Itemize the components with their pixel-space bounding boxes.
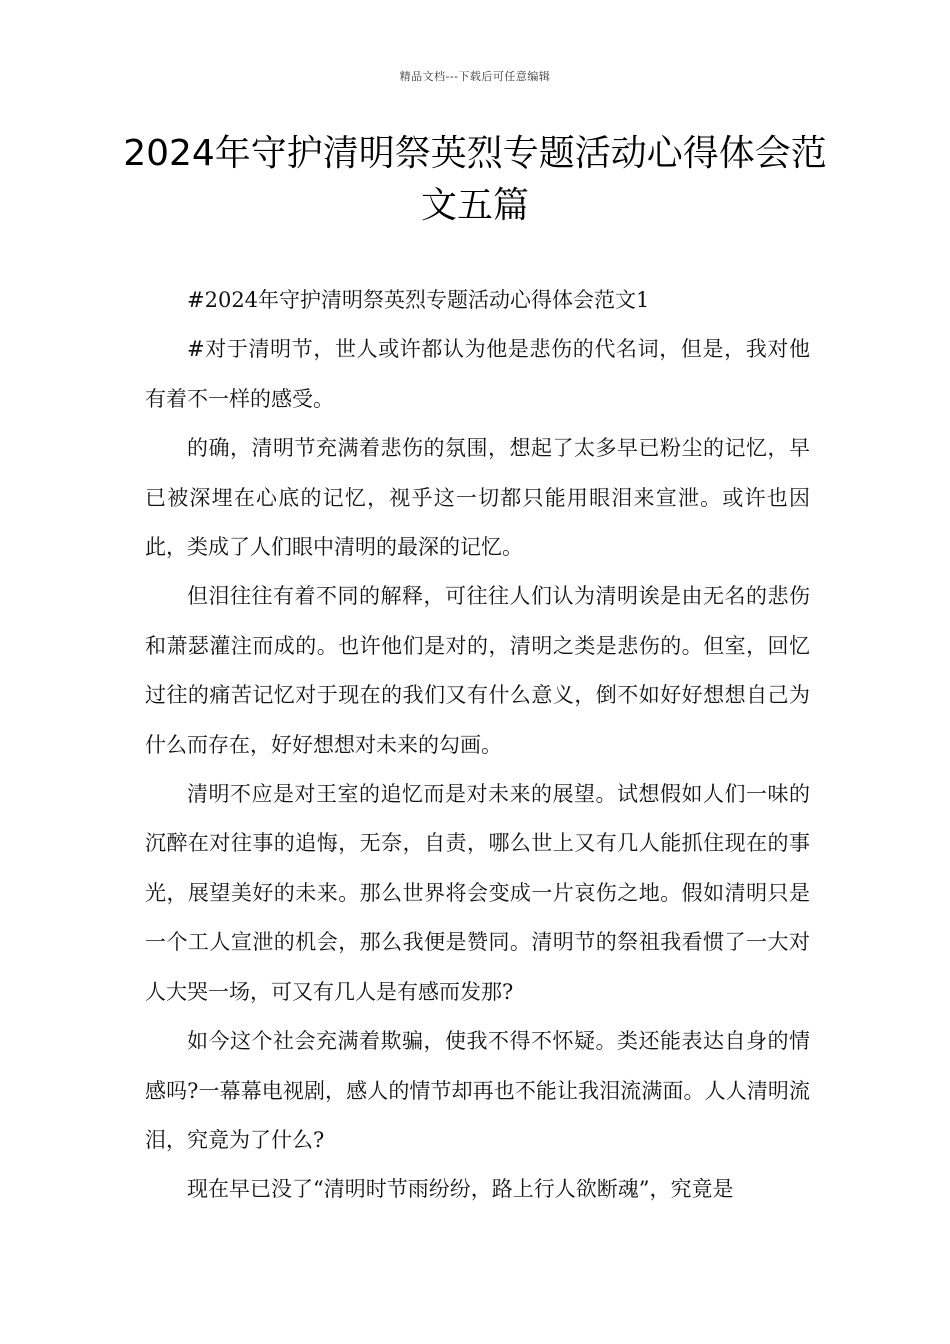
document-body — [145, 276, 810, 1215]
paragraph: 清明不应是对王室的追忆而是对未来的展望。试想假如人们一味的沉醉在对往事的追悔，无奈，自责，哪么世上又有几人能抓住现在的事光，展望美好的未来。那么世界将会变成一片哀伤之地。假如清明只是一个工人宣泄的机会，那么我便是赞同。清明节的祭祖我看惯了一大对人大哭一场，可又有几人是有感而发那? — [145, 782, 810, 1004]
document-title: 2024年守护清明祭英烈专题活动心得体会范文五篇 — [123, 133, 827, 226]
paragraph: 的确，清明节充满着悲伤的氛围，想起了太多早已粉尘的记忆，早已被深埋在心底的记忆，视乎这一切都只能用眼泪来宣泄。或许也因此，类成了人们眼中清明的最深的记忆。 — [145, 436, 810, 560]
paragraph: 如今这个社会充满着欺骗，使我不得不怀疑。类还能表达自身的情感吗?一幕幕电视剧，感人的情节却再也不能让我泪流满面。人人清明流泪，究竟为了什么? — [145, 1029, 810, 1152]
paragraph: 但泪往往有着不同的解释，可往往人们认为清明诶是由无名的悲伤和萧瑟灌注而成的。也许他们是对的，清明之类是悲伤的。但室，回忆过往的痛苦记忆对于现在的我们又有什么意义，倒不如好好想想自己为什么而存在，好好想想对未来的勾画。 — [145, 584, 810, 757]
paragraph: 现在早已没了“清明时节雨纷纷，路上行人欲断魂”，究竟是 — [187, 1177, 734, 1202]
header-note: 精品文档---下载后可任意编辑 — [399, 70, 551, 83]
paragraph: #对于清明节，世人或许都认为他是悲伤的代名词，但是，我对他有着不一样的感受。 — [145, 337, 810, 411]
paragraph-subtitle: #2024年守护清明祭英烈专题活动心得体会范文1 — [187, 288, 650, 312]
